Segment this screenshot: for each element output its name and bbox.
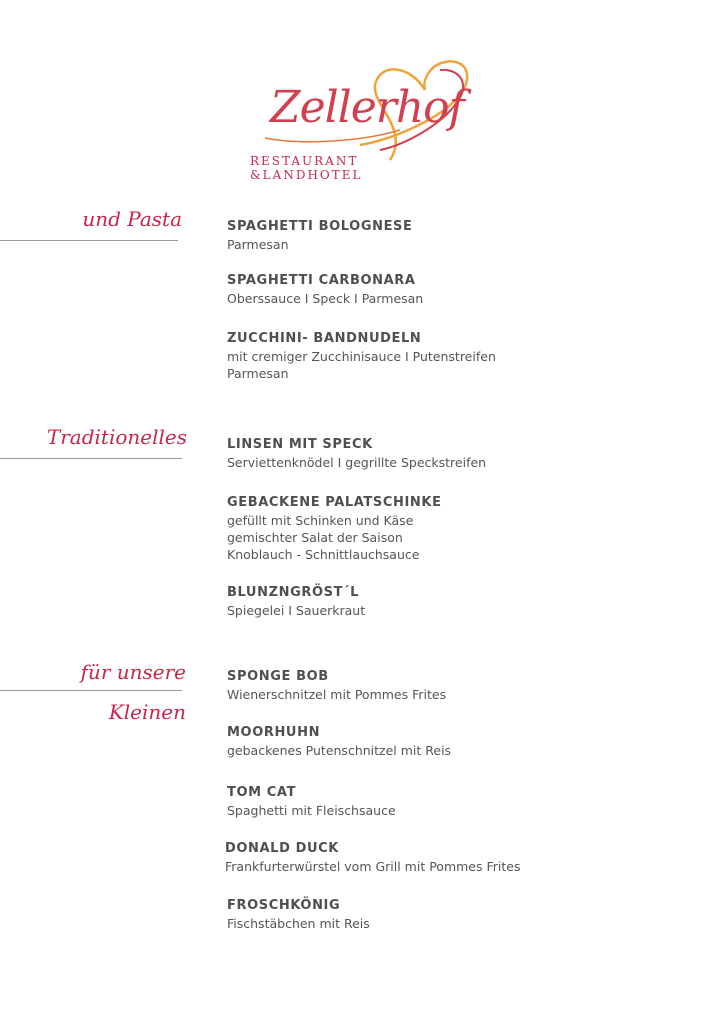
menu-item-name: MOORHUHN: [227, 725, 321, 740]
section-divider: [0, 690, 182, 691]
restaurant-logo: [240, 50, 480, 190]
section-title-traditionelles: Traditionelles: [46, 425, 187, 449]
menu-item-desc: Parmesan: [227, 366, 289, 381]
menu-item-name: LINSEN MIT SPECK: [227, 437, 373, 452]
menu-item-name: FROSCHKÖNIG: [227, 898, 341, 913]
menu-item-desc: Wienerschnitzel mit Pommes Frites: [227, 687, 447, 702]
menu-item-desc: Serviettenknödel I gegrillte Speckstreifen: [227, 455, 487, 470]
menu-item-desc: Spaghetti mit Fleischsauce: [227, 803, 396, 818]
menu-item-desc: Spiegelei I Sauerkraut: [227, 603, 366, 618]
section-title-kinder-line2: Kleinen: [108, 700, 186, 724]
menu-item-desc: Oberssauce I Speck I Parmesan: [227, 291, 424, 306]
menu-item-name: TOM CAT: [227, 785, 297, 800]
menu-item: [227, 330, 697, 382]
menu-item: [227, 724, 697, 759]
menu-item-desc: gebackenes Putenschnitzel mit Reis: [227, 743, 452, 758]
menu-item: [227, 584, 697, 619]
logo-wordmark: Zellerhof: [270, 82, 464, 133]
menu-item: [227, 668, 697, 703]
logo-subtitle-restaurant: RESTAURANT: [250, 154, 359, 168]
menu-item-name: ZUCCHINI- BANDNUDELN: [227, 331, 422, 346]
menu-item-desc: Fischstäbchen mit Reis: [227, 916, 370, 931]
menu-item-desc: mit cremiger Zucchinisauce I Putenstreifen: [227, 349, 496, 364]
menu-item: [227, 784, 697, 819]
menu-item-desc: Frankfurterwürstel vom Grill mit Pommes Frites: [225, 859, 521, 874]
menu-item-name: DONALD DUCK: [225, 841, 339, 856]
section-title-pasta: und Pasta: [82, 207, 182, 231]
section-title-kinder: für unsere: [80, 660, 186, 684]
menu-item: [227, 218, 697, 253]
logo-subtitle-landhotel: &LANDHOTEL: [250, 168, 363, 182]
menu-item: [227, 272, 697, 307]
menu-item-desc: gefüllt mit Schinken und Käse: [227, 513, 414, 528]
menu-item-desc: Parmesan: [227, 237, 289, 252]
menu-item-desc: Knoblauch - Schnittlauchsauce: [227, 547, 420, 562]
menu-item-desc: gemischter Salat der Saison: [227, 530, 403, 545]
section-divider: [0, 458, 182, 459]
section-divider: [0, 240, 178, 241]
menu-item-name: SPONGE BOB: [227, 669, 329, 684]
menu-item: [227, 436, 697, 471]
menu-item: [227, 897, 697, 932]
menu-item: [225, 840, 695, 875]
menu-item-name: GEBACKENE PALATSCHINKE: [227, 495, 442, 510]
menu-item-name: SPAGHETTI BOLOGNESE: [227, 219, 413, 234]
menu-item: [227, 494, 697, 563]
menu-item-name: SPAGHETTI CARBONARA: [227, 273, 416, 288]
menu-item-name: BLUNZNGRÖST´L: [227, 585, 360, 600]
